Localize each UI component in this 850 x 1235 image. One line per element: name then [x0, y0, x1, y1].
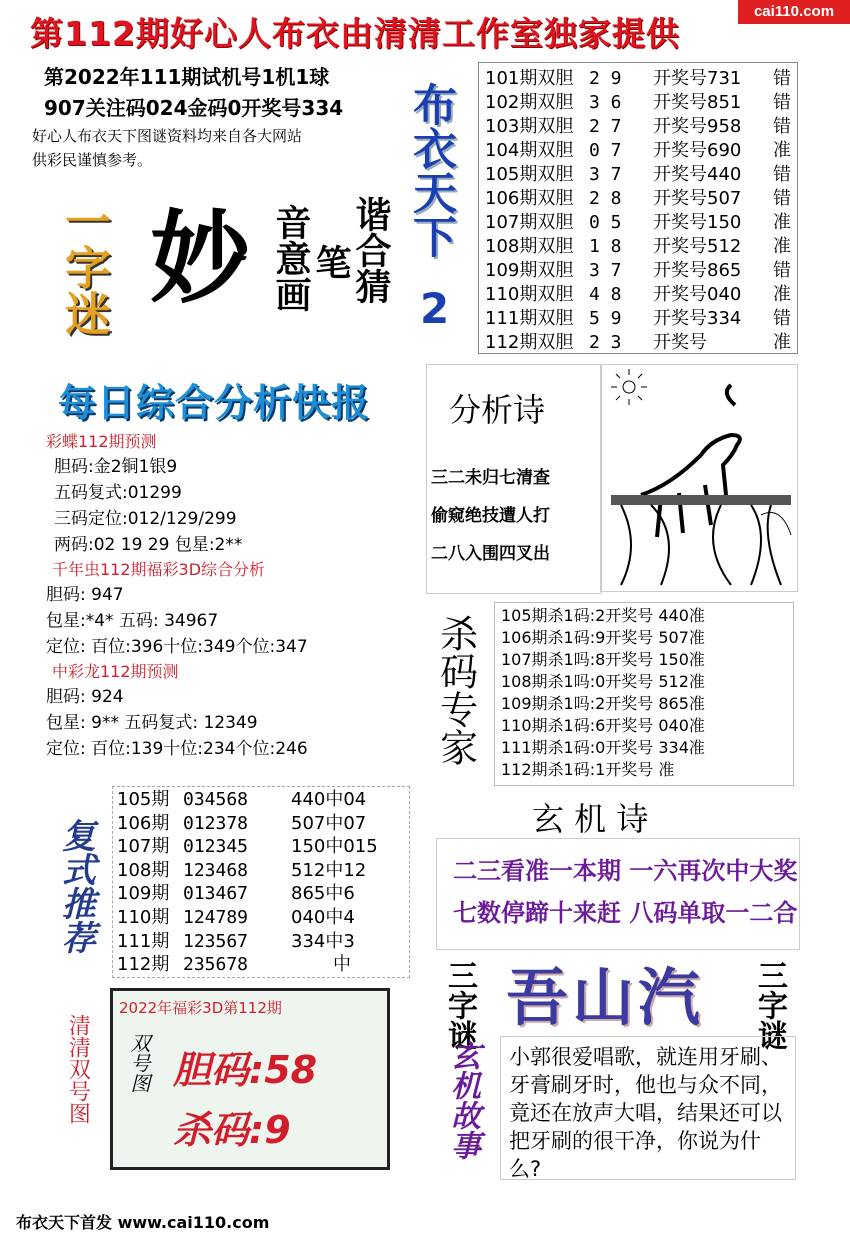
- riddle-clue-1: 谐合猜: [350, 196, 391, 304]
- shuangdan-digits: 3 7: [589, 260, 622, 281]
- fushi-numbers: 013467: [183, 883, 249, 905]
- poem-line: 三二未归七清查: [431, 468, 550, 488]
- shuanghao-card-title: 2022年福彩3D第112期: [119, 999, 282, 1017]
- fushi-numbers: 124789: [183, 906, 249, 928]
- fushi-row: [117, 930, 409, 954]
- fushi-result: 334中3: [291, 930, 355, 952]
- shuangdan-period: 107期双胆: [485, 212, 574, 233]
- sec1-title: 彩蝶112期预测: [46, 432, 157, 451]
- word-riddle-label-left: 三字谜: [442, 960, 477, 1050]
- footer-text: 布衣天下首发 www.cai110.com: [16, 1213, 270, 1232]
- fushi-period: 105期: [117, 789, 170, 810]
- trial-line2: 907关注码024金码0开奖号334: [44, 96, 344, 120]
- shuangdan-result: 错: [773, 116, 791, 137]
- shuangdan-result: 准: [773, 284, 791, 305]
- shuangdan-digits: 1 8: [589, 236, 622, 257]
- shuangdan-period: 111期双胆: [485, 308, 574, 329]
- riddle-label: 一字迷: [58, 198, 112, 336]
- shuangdan-result: 错: [773, 260, 791, 281]
- shuangdan-draw: 开奖号334: [653, 308, 742, 329]
- analysis-line: 胆码: 947: [46, 585, 124, 605]
- shuangdan-digits: 3 6: [589, 92, 622, 113]
- shuangdan-row: [485, 283, 797, 307]
- shuangdan-draw: 开奖号150: [653, 212, 742, 233]
- shama-row: 110期杀1码:6开奖号 040准: [501, 716, 705, 735]
- shuanghao-card: [110, 988, 390, 1170]
- shama-row: 105期杀1码:2开奖号 440准: [501, 606, 705, 625]
- shama-row: 109期杀1吗:2开奖号 865准: [501, 694, 705, 713]
- analysis-line: 包星: 9** 五码复式: 12349: [46, 713, 258, 733]
- fushi-row: [117, 906, 409, 930]
- analysis-line: 两码:02 19 29 包星:2**: [54, 535, 243, 555]
- analysis-line: 五码复式:01299: [54, 483, 182, 503]
- story-panel: [500, 1036, 796, 1180]
- shuangdan-result: 准: [773, 140, 791, 161]
- xuanji-panel: [436, 838, 800, 950]
- fushi-numbers: 123567: [183, 930, 249, 952]
- fushi-numbers: 235678: [183, 954, 249, 976]
- xuanji-line2: 七数停蹄十来赶 八码单取一二合: [453, 899, 798, 927]
- shuangdan-table: [478, 62, 798, 354]
- shuangdan-period: 101期双胆: [485, 68, 574, 89]
- goat-illustration: [600, 364, 798, 592]
- poem-line: 偷窥绝技遭人打: [431, 506, 550, 526]
- fushi-row: [117, 835, 409, 859]
- fushi-row: [117, 859, 409, 883]
- shama-row: 112期杀1码:1开奖号 准: [501, 760, 675, 779]
- poem-title: 分析诗: [449, 391, 546, 429]
- shuanghao-label: 清清双号图: [65, 1014, 91, 1124]
- shuangdan-draw: 开奖号865: [653, 260, 742, 281]
- riddle-clue-3: 音意画: [270, 204, 311, 312]
- fushi-result: 150中015: [291, 836, 378, 858]
- fushi-table: [112, 786, 410, 978]
- shuangdan-draw: 开奖号958: [653, 116, 742, 137]
- fushi-period: 107期: [117, 836, 170, 858]
- shuangdan-digits: 2 7: [589, 116, 622, 137]
- xuanji-line1: 二三看准一本期 一六再次中大奖: [453, 857, 798, 885]
- shuangdan-digits: 2 3: [589, 332, 622, 353]
- shuangdan-digits: 2 8: [589, 188, 622, 209]
- shuangdan-draw: 开奖号: [653, 332, 707, 353]
- shuangdan-period: 102期双胆: [485, 92, 574, 113]
- analysis-banner: 每日综合分析快报: [58, 381, 371, 425]
- shuangdan-row: [485, 331, 797, 355]
- shama-row: 106期杀1码:9开奖号 507准: [501, 628, 705, 647]
- fushi-result: 中: [333, 954, 351, 976]
- shuangdan-draw: 开奖号440: [653, 164, 742, 185]
- fushi-numbers: 012378: [183, 812, 249, 834]
- shuangdan-row: [485, 115, 797, 139]
- fushi-numbers: 123468: [183, 859, 249, 881]
- sec2-title: 千年虫112期福彩3D综合分析: [52, 560, 266, 579]
- fushi-period: 109期: [117, 883, 170, 905]
- riddle-char: 妙: [150, 199, 250, 317]
- shuangdan-result: 准: [773, 212, 791, 233]
- story-text: 小郭很爱唱歌，就连用牙刷、牙膏刷牙时，他也与众不同，竟还在放声大唱，结果还可以把牙刷的很干净，你说为什么?: [509, 1045, 782, 1181]
- shama-row: 108期杀1吗:0开奖号 512准: [501, 672, 705, 691]
- shuangdan-digits: 5 9: [589, 308, 622, 329]
- shuangdan-period: 106期双胆: [485, 188, 574, 209]
- shuangdan-row: [485, 67, 797, 91]
- shuangdan-draw: 开奖号731: [653, 68, 742, 89]
- fushi-numbers: 034568: [183, 789, 249, 810]
- shuanghao-card-side: 双号图: [127, 1033, 151, 1093]
- shuangdan-digits: 2 9: [589, 68, 622, 89]
- fushi-period: 112期: [117, 954, 170, 976]
- shuangdan-digits: 0 7: [589, 140, 622, 161]
- fushi-numbers: 012345: [183, 836, 249, 858]
- shuangdan-draw: 开奖号040: [653, 284, 742, 305]
- shuangdan-period: 110期双胆: [485, 284, 574, 305]
- shuangdan-result: 错: [773, 188, 791, 209]
- shuangdan-row: [485, 211, 797, 235]
- site-logo[interactable]: cai110.com: [738, 0, 850, 24]
- analysis-line: 定位: 百位:139十位:234个位:246: [46, 739, 308, 759]
- shuangdan-result: 错: [773, 308, 791, 329]
- shuangdan-draw: 开奖号851: [653, 92, 742, 113]
- fushi-period: 108期: [117, 859, 170, 881]
- shuanghao-sha: 杀码:9: [173, 1108, 291, 1152]
- shama-table: [494, 602, 794, 786]
- shuangdan-draw: 开奖号512: [653, 236, 742, 257]
- xuanji-title: 玄 机 诗: [532, 800, 649, 838]
- shuangdan-period: 112期双胆: [485, 332, 574, 353]
- fushi-row: [117, 812, 409, 836]
- shuangdan-result: 准: [773, 236, 791, 257]
- shuangdan-row: [485, 307, 797, 331]
- fushi-period: 110期: [117, 906, 170, 928]
- fushi-label: 复式推荐: [55, 818, 96, 954]
- shuangdan-period: 105期双胆: [485, 164, 574, 185]
- shuangdan-digits: 3 7: [589, 164, 622, 185]
- riddle-clue-2: 笔: [310, 244, 351, 280]
- shuangdan-draw: 开奖号690: [653, 140, 742, 161]
- fushi-period: 106期: [117, 812, 170, 834]
- brand-vertical: 布衣天下: [405, 82, 456, 258]
- analysis-line: 胆码:金2铜1银9: [54, 457, 178, 477]
- shuanghao-dan: 胆码:58: [173, 1048, 318, 1092]
- shuangdan-result: 错: [773, 92, 791, 113]
- shuangdan-period: 109期双胆: [485, 260, 574, 281]
- analysis-panel: [46, 430, 426, 762]
- shama-row: 107期杀1吗:8开奖号 150准: [501, 650, 705, 669]
- trial-note2: 供彩民谨慎参考。: [32, 151, 153, 169]
- story-label: 玄机故事: [445, 1040, 480, 1160]
- shuangdan-row: [485, 163, 797, 187]
- fushi-result: 507中07: [291, 812, 367, 834]
- shuangdan-result: 准: [773, 332, 791, 353]
- fushi-row: [117, 788, 409, 812]
- fushi-period: 111期: [117, 930, 170, 952]
- shuangdan-result: 错: [773, 68, 791, 89]
- poem-panel: [426, 364, 602, 594]
- analysis-line: 定位: 百位:396十位:349个位:347: [46, 637, 308, 657]
- shuangdan-row: [485, 259, 797, 283]
- word-riddle-word: 吾山汽: [506, 961, 705, 1034]
- trial-line1: 第2022年111期试机号1机1球: [44, 65, 330, 89]
- shuangdan-period: 103期双胆: [485, 116, 574, 137]
- shuangdan-result: 错: [773, 164, 791, 185]
- shuangdan-row: [485, 187, 797, 211]
- fushi-row: [117, 953, 409, 977]
- fushi-result: 512中12: [291, 859, 367, 881]
- trial-note1: 好心人布衣天下图谜资料均来自各大网站: [32, 127, 303, 145]
- shama-label: 杀码专家: [433, 614, 478, 766]
- page-title: 第112期好心人布衣由清清工作室独家提供: [30, 14, 680, 53]
- brand-number: 2: [420, 284, 450, 333]
- shama-row: 111期杀1码:0开奖号 334准: [501, 738, 705, 757]
- riddle-panel: [40, 188, 410, 358]
- shuangdan-row: [485, 139, 797, 163]
- poem-line: 二八入围四叉出: [431, 544, 550, 564]
- shuangdan-row: [485, 235, 797, 259]
- shuangdan-digits: 4 8: [589, 284, 622, 305]
- analysis-line: 胆码: 924: [46, 687, 124, 707]
- fushi-result: 865中6: [291, 883, 355, 905]
- word-riddle-label-right: 三字谜: [752, 960, 787, 1050]
- sec3-title: 中彩龙112期预测: [52, 662, 179, 681]
- fushi-row: [117, 882, 409, 906]
- shuangdan-period: 108期双胆: [485, 236, 574, 257]
- shuangdan-draw: 开奖号507: [653, 188, 742, 209]
- analysis-line: 三码定位:012/129/299: [54, 509, 237, 529]
- shuangdan-row: [485, 91, 797, 115]
- fushi-result: 440中04: [291, 789, 367, 810]
- fushi-result: 040中4: [291, 906, 355, 928]
- shuangdan-period: 104期双胆: [485, 140, 574, 161]
- analysis-line: 包星:*4* 五码: 34967: [46, 611, 219, 631]
- trial-info: [32, 62, 404, 172]
- shuangdan-digits: 0 5: [589, 212, 622, 233]
